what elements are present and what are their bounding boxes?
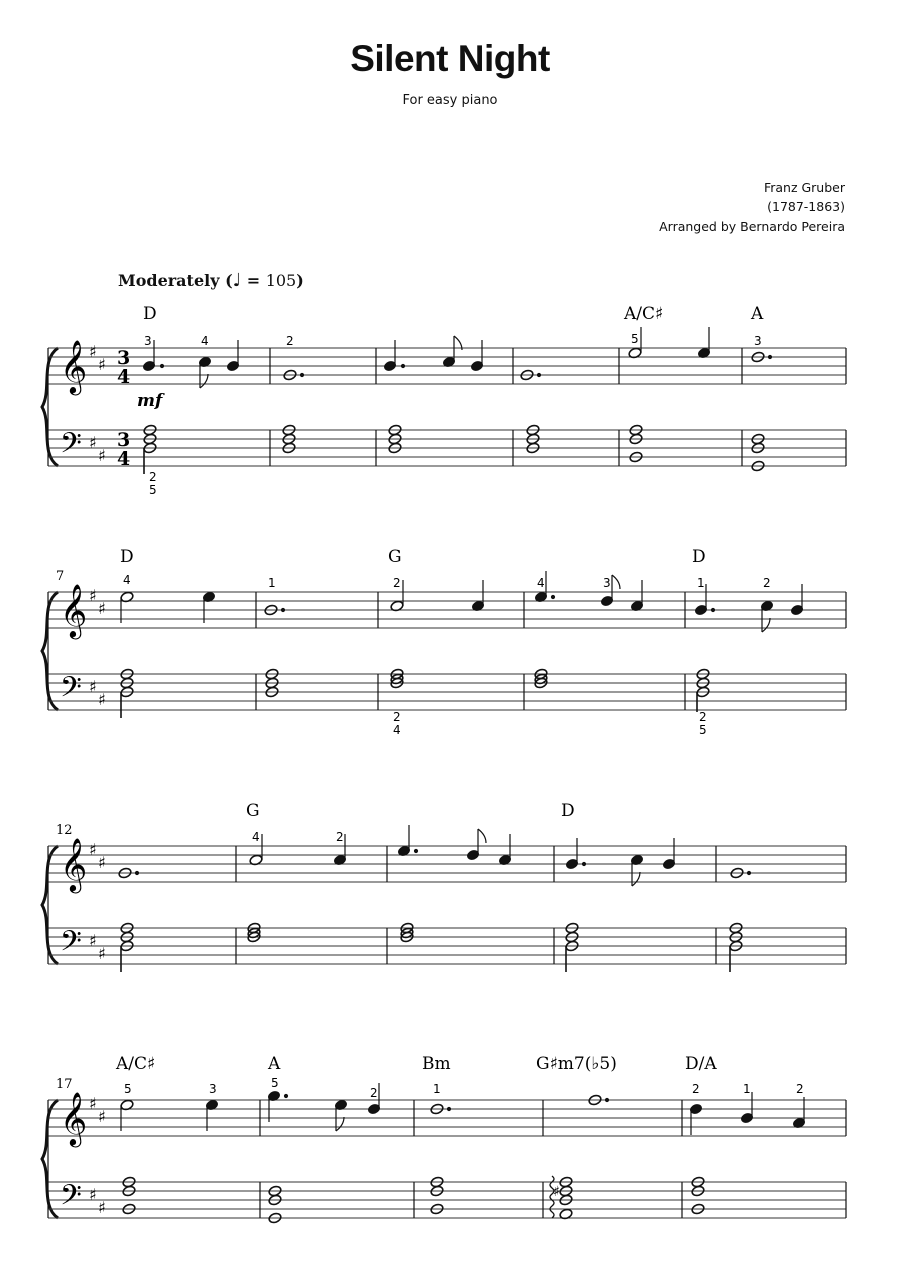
time-sig-top: 3 [117, 347, 131, 369]
fingering: 4 [393, 723, 401, 737]
measure-number: 17 [56, 1077, 73, 1092]
tempo-marking: Moderately (♩ = 105) [118, 270, 304, 291]
chord-symbol: D [120, 547, 134, 567]
fingering: 5 [149, 483, 157, 497]
key-sharp-icon: ♯ [89, 1094, 97, 1113]
bass-clef-icon: 𝄢 [60, 427, 82, 467]
treble-clef-icon: 𝄞 [60, 837, 88, 891]
system-2 [42, 547, 846, 737]
arranger-credit: Arranged by Bernardo Pereira [659, 219, 845, 234]
fingering: 2 [149, 470, 157, 484]
treble-clef-icon: 𝄞 [60, 339, 88, 393]
fingering: 2 [763, 576, 771, 590]
treble-clef-icon: 𝄞 [60, 583, 88, 637]
fingering: 5 [631, 332, 639, 346]
fingering: 4 [537, 576, 545, 590]
fingering: 3 [754, 334, 762, 348]
page-title: Silent Night [350, 38, 550, 79]
fingering: 3 [209, 1082, 217, 1096]
key-sharp-icon: ♯ [89, 586, 97, 605]
bass-clef-icon: 𝄢 [60, 1179, 82, 1219]
key-sharp-icon: ♯ [98, 446, 106, 465]
system-4 [42, 1054, 846, 1224]
fingering: 5 [124, 1082, 132, 1096]
fingering: 2 [393, 576, 401, 590]
system-3 [42, 801, 846, 972]
key-sharp-icon: ♯ [89, 342, 97, 361]
key-sharp-icon: ♯ [98, 1198, 106, 1217]
chord-symbol: A/C♯ [116, 1054, 156, 1074]
time-sig-bottom: 4 [117, 448, 131, 470]
key-sharp-icon: ♯ [89, 677, 97, 696]
key-sharp-icon: ♯ [98, 690, 106, 709]
page-subtitle: For easy piano [402, 93, 498, 108]
key-sharp-icon: ♯ [89, 931, 97, 950]
fingering: 5 [699, 723, 707, 737]
fingering: 2 [393, 710, 401, 724]
fingering: 4 [252, 830, 260, 844]
chord-symbol: D [561, 801, 575, 821]
key-sharp-icon: ♯ [98, 853, 106, 872]
chord-symbol: D/A [685, 1054, 717, 1074]
composer-dates: (1787-1863) [767, 199, 845, 214]
key-sharp-icon: ♯ [89, 1185, 97, 1204]
chord-symbol: A/C♯ [624, 304, 664, 324]
fingering: 2 [692, 1082, 700, 1096]
fingering: 2 [370, 1086, 378, 1100]
fingering: 5 [271, 1076, 279, 1090]
chord-symbol: Bm [422, 1054, 451, 1074]
fingering: 3 [144, 334, 152, 348]
chord-symbol: A [268, 1054, 281, 1074]
key-sharp-icon: ♯ [89, 433, 97, 452]
fingering: 1 [268, 576, 276, 590]
bass-clef-icon: 𝄢 [60, 671, 82, 711]
key-sharp-icon: ♯ [98, 599, 106, 618]
time-sig-top: 3 [117, 429, 131, 451]
key-sharp-icon: ♯ [89, 840, 97, 859]
measure-number: 12 [56, 823, 73, 838]
fingering: 3 [603, 576, 611, 590]
fingering: 2 [796, 1082, 804, 1096]
measure-number: 7 [56, 569, 65, 584]
fingering: 4 [123, 573, 131, 587]
key-sharp-icon: ♯ [98, 944, 106, 963]
bass-clef-icon: 𝄢 [60, 925, 82, 965]
chord-symbol: G♯m7(♭5) [536, 1054, 617, 1074]
key-sharp-icon: ♯ [98, 355, 106, 374]
tempo-bpm: 105 [265, 271, 297, 290]
fingering: 1 [743, 1082, 751, 1096]
tempo-text: Moderately [118, 271, 220, 290]
fingering: 1 [433, 1082, 441, 1096]
chord-symbol: D [143, 304, 157, 324]
composer-name: Franz Gruber [763, 180, 845, 195]
fingering: 1 [697, 576, 705, 590]
key-sharp-icon: ♯ [98, 1107, 106, 1126]
chord-symbol: G [246, 801, 260, 821]
fingering: 2 [699, 710, 707, 724]
time-sig-bottom: 4 [117, 366, 131, 388]
quarter-note-icon: ♩ [232, 270, 242, 291]
fingering: 2 [336, 830, 344, 844]
fingering: 4 [201, 334, 209, 348]
dynamic-marking: mf [137, 391, 163, 411]
treble-clef-icon: 𝄞 [60, 1091, 88, 1145]
fingering: 2 [286, 334, 294, 348]
system-1 [42, 304, 846, 497]
chord-symbol: A [751, 304, 764, 324]
chord-symbol: G [388, 547, 402, 567]
chord-symbol: D [692, 547, 706, 567]
sharp-accidental-icon: ♯ [553, 1184, 560, 1200]
